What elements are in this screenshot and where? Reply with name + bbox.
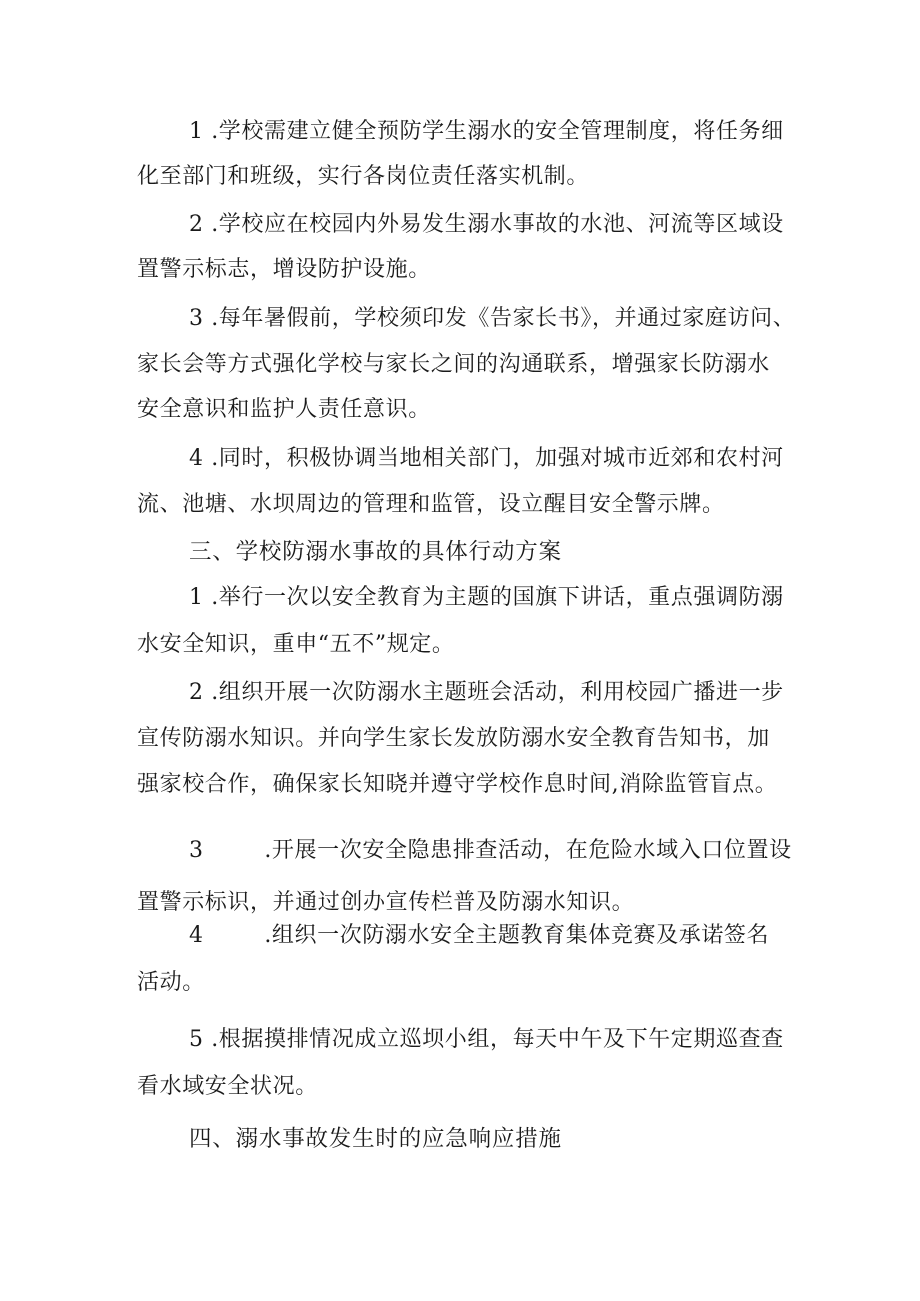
paragraph-3-line-1: 3 .每年暑假前，学校须印发《告家长书》，并通过家庭访问、: [189, 306, 796, 331]
section-3-item-2-line-3: 强家校合作，确保家长知晓并遵守学校作息时间,消除监管盲点。: [137, 772, 778, 797]
section-3-item-1-line-1: 1 .举行一次以安全教育为主题的国旗下讲话，重点强调防溺: [189, 585, 784, 610]
paragraph-4-line-2: 流、池塘、水坝周边的管理和监管，设立醒目安全警示牌。: [137, 492, 725, 517]
paragraph-3-line-2: 家长会等方式强化学校与家长之间的沟通联系，增强家长防溺水: [137, 352, 770, 377]
paragraph-4-line-1: 4 .同时，积极协调当地相关部门，加强对城市近郊和农村河: [189, 446, 784, 471]
section-3-item-2-line-1: 2 .组织开展一次防溺水主题班会活动，利用校园广播进一步: [189, 680, 784, 705]
paragraph-1-line-1: 1 .学校需建立健全预防学生溺水的安全管理制度，将任务细: [189, 119, 784, 144]
section-3-item-1-line-2: 水安全知识，重申“五不”规定。: [137, 632, 455, 657]
paragraph-1-line-2: 化至部门和班级，实行各岗位责任落实机制。: [137, 164, 590, 189]
section-3-heading: 三、学校防溺水事故的具体行动方案: [189, 539, 562, 565]
section-3-item-2-line-2: 宣传防溺水知识。并向学生家长发放防溺水安全教育告知书，加: [137, 726, 770, 751]
section-3-item-3-line-1: 3 .开展一次安全隐患排查活动，在危险水域入口位置设: [189, 838, 792, 863]
section-3-item-5-line-1: 5 .根据摸排情况成立巡坝小组，每天中午及下午定期巡查查: [189, 1027, 784, 1052]
section-3-item-3-line-2: 置警示标识，并通过创办宣传栏普及防溺水知识。: [137, 890, 635, 915]
paragraph-2-line-1: 2 .学校应在校园内外易发生溺水事故的水池、河流等区域设: [189, 212, 784, 237]
paragraph-2-line-2: 置警示标志，增设防护设施。: [137, 257, 431, 282]
paragraph-3-line-3: 安全意识和监护人责任意识。: [137, 397, 431, 422]
section-4-heading: 四、溺水事故发生时的应急响应措施: [189, 1126, 562, 1152]
section-3-item-4-line-2: 活动。: [137, 970, 205, 995]
section-3-item-4-line-1: 4 .组织一次防溺水安全主题教育集体竞赛及承诺签名: [189, 923, 770, 948]
section-3-item-5-line-2: 看水域安全状况。: [137, 1074, 318, 1099]
